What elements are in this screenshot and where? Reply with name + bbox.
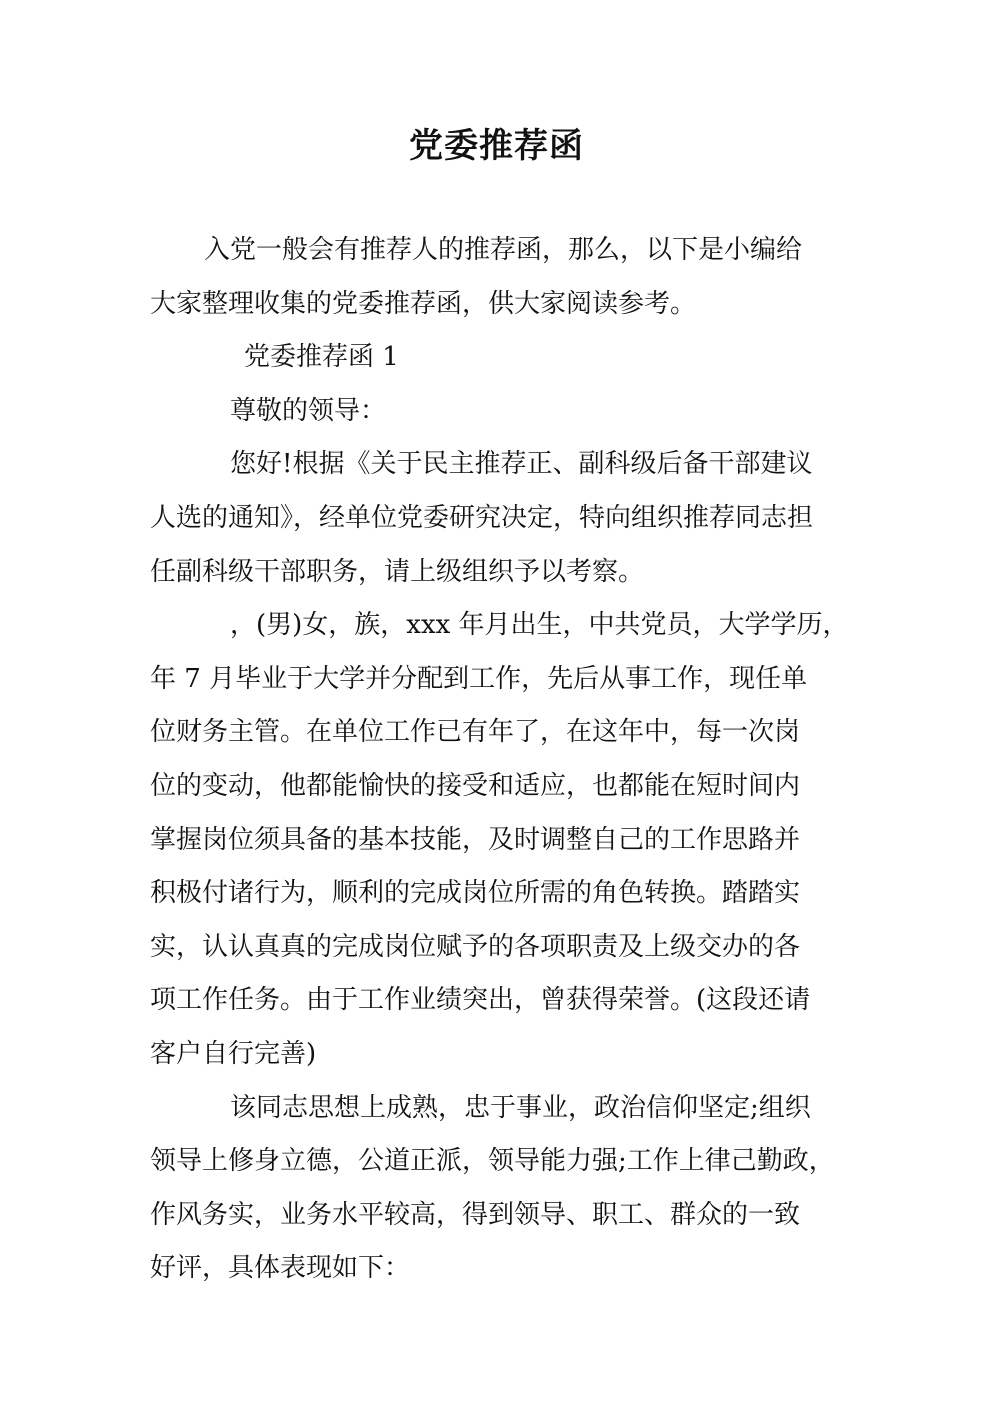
paragraph-line: 好评，具体表现如下：: [150, 1253, 411, 1284]
paragraph-line: ，(男)女，族，xxx 年月出生，中共党员，大学学历，: [230, 610, 849, 641]
paragraph-line: 您好!根据《关于民主推荐正、副科级后备干部建议: [230, 449, 813, 480]
paragraph-line: 人选的通知》，经单位党委研究决定，特向组织推荐同志担: [150, 502, 814, 533]
intro-line-2: 大家整理收集的党委推荐函，供大家阅读参考。: [150, 288, 697, 319]
paragraph-line: 位财务主管。在单位工作已有年了，在这年中，每一次岗: [150, 717, 801, 748]
salutation: 尊敬的领导：: [230, 395, 387, 426]
paragraph-line: 项工作任务。由于工作业绩突出，曾获得荣誉。(这段还请: [150, 985, 811, 1016]
paragraph-line: 作风务实，业务水平较高，得到领导、职工、群众的一致: [150, 1199, 801, 1230]
paragraph-line: 该同志思想上成熟，忠于事业，政治信仰坚定;组织: [230, 1092, 811, 1123]
document-title: 党委推荐函: [409, 126, 584, 166]
paragraph-line: 积极付诸行为，顺利的完成岗位所需的角色转换。踏踏实: [150, 878, 801, 909]
paragraph-line: 位的变动，他都能愉快的接受和适应，也都能在短时间内: [150, 770, 801, 801]
document-body: [150, 224, 849, 1296]
paragraph-line: 实，认认真真的完成岗位赋予的各项职责及上级交办的各: [150, 931, 801, 962]
paragraph-line: 掌握岗位须具备的基本技能，及时调整自己的工作思路并: [150, 824, 801, 855]
section-heading: 党委推荐函 1: [244, 342, 399, 373]
paragraph-line: 客户自行完善): [150, 1038, 317, 1069]
intro-line-1: 入党一般会有推荐人的推荐函，那么，以下是小编给: [204, 235, 803, 265]
paragraph-line: 年 7 月毕业于大学并分配到工作，先后从事工作，现任单: [150, 663, 808, 694]
paragraph-line: 领导上修身立德，公道正派，领导能力强;工作上律己勤政，: [150, 1146, 835, 1177]
paragraph-line: 任副科级干部职务，请上级组织予以考察。: [150, 556, 645, 587]
